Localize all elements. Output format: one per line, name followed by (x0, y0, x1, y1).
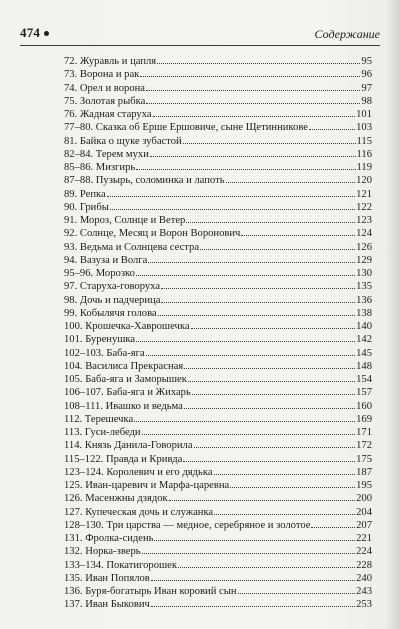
toc-entry-title: 131. Фролка-сидень (64, 533, 154, 544)
toc-entry-title: 77–80. Сказка об Ерше Ершовиче, сыне Щетинникове (64, 122, 308, 134)
section-title: Содержание (314, 27, 380, 41)
toc-entry-page: 169 (356, 413, 372, 425)
toc-entry-page: 101 (356, 109, 372, 120)
toc-dot-leader (146, 355, 355, 356)
toc-dot-leader (153, 116, 356, 117)
page-edge-shadow (386, 0, 400, 629)
toc-entry-title: 91. Мороз, Солнце и Ветер (64, 215, 186, 226)
toc-entry-page: 103 (356, 122, 372, 134)
toc-entry (64, 241, 372, 254)
toc-entry-title: 85–86. Мизгирь (64, 162, 136, 173)
toc-entry (64, 121, 372, 134)
toc-entry-page: 195 (356, 480, 372, 491)
page-number: 474 (20, 25, 41, 40)
page-number-wrap (20, 24, 49, 42)
toc-dot-leader (136, 275, 355, 276)
toc-entry-title: 115–122. Правда и Кривда (64, 453, 183, 465)
toc-entry-title: 92. Солнце, Месяц и Ворон Воронович (64, 228, 241, 240)
toc-dot-leader (150, 156, 356, 157)
toc-dot-leader (154, 540, 355, 541)
toc-entry-title: 76. Жадная старуха (64, 109, 152, 120)
toc-dot-leader (151, 580, 355, 581)
toc-entry (64, 572, 372, 585)
toc-dot-leader (148, 262, 355, 263)
toc-entry (64, 267, 372, 280)
toc-dot-leader (192, 394, 355, 395)
toc-entry-page: 119 (356, 162, 372, 173)
toc-entry-title: 72. Журавль и цапля (64, 56, 157, 67)
toc-entry-title: 87–88. Пузырь, соломинка и лапоть (64, 175, 225, 187)
toc-entry (64, 135, 372, 148)
toc-dot-leader (158, 315, 355, 316)
toc-entry (64, 174, 372, 187)
toc-dot-leader (184, 408, 355, 409)
toc-entry (64, 347, 372, 360)
toc-dot-leader (151, 606, 355, 607)
toc-entry (64, 95, 372, 108)
toc-dot-leader (161, 302, 355, 303)
toc-entry (64, 598, 372, 611)
toc-entry-page: 121 (356, 188, 372, 200)
toc-entry-title: 108–111. Ивашко и ведьма (64, 400, 183, 412)
toc-entry (64, 426, 372, 439)
toc-entry-page: 228 (356, 559, 372, 571)
toc-entry-title: 128–130. Три царства — медное, серебряное и золотое (64, 519, 311, 531)
toc-dot-leader (136, 341, 355, 342)
toc-entry-title: 98. Дочь и падчерица (64, 294, 161, 306)
toc-entry-page: 120 (356, 175, 372, 187)
toc-entry-page: 95 (361, 56, 372, 67)
toc-entry-page: 145 (356, 347, 372, 359)
toc-entry-title: 127. Купеческая дочь и служанка (64, 506, 214, 518)
toc-entry-page: 200 (356, 493, 372, 505)
toc-entry-title: 132. Норка-зверь (64, 546, 141, 558)
toc-dot-leader (142, 553, 356, 554)
toc-dot-leader (309, 129, 355, 130)
toc-entry-page: 160 (356, 400, 372, 412)
page-header (20, 20, 380, 46)
toc-dot-leader (311, 527, 355, 528)
toc-entry-title: 123–124. Королевич и его дядька (64, 466, 213, 478)
toc-entry (64, 439, 372, 452)
toc-entry-title: 73. Ворона и рак (64, 69, 140, 81)
toc-entry-title: 113. Гуси-лебеди (64, 427, 141, 438)
toc-entry (64, 148, 372, 161)
toc-entry-title: 133–134. Покатигорошек (64, 559, 178, 571)
toc-entry (64, 532, 372, 545)
toc-entry-title: 95–96. Морозко (64, 268, 135, 279)
toc-entry-page: 126 (356, 241, 372, 253)
toc-dot-leader (107, 196, 355, 197)
toc-dot-leader (183, 461, 355, 462)
toc-entry (64, 492, 372, 505)
toc-entry (64, 400, 372, 413)
toc-dot-leader (140, 76, 360, 77)
toc-entry (64, 254, 372, 267)
toc-dot-leader (134, 421, 355, 422)
toc-entry-page: 148 (356, 360, 372, 372)
toc-entry-page: 207 (356, 519, 372, 531)
toc-entry (64, 559, 372, 572)
toc-entry (64, 188, 372, 201)
toc-entry (64, 506, 372, 519)
toc-entry-title: 137. Иван Быкович (64, 599, 150, 611)
toc-entry (64, 108, 372, 121)
toc-entry-page: 130 (356, 268, 372, 279)
toc-entry (64, 82, 372, 95)
toc-entry-page: 138 (356, 307, 372, 319)
toc-entry-title: 126. Масенжны дзядок (64, 493, 168, 505)
toc-dot-leader (214, 474, 356, 475)
toc-dot-leader (142, 434, 356, 435)
toc-dot-leader (169, 500, 355, 501)
toc-entry-title: 97. Старуха-говоруха (64, 281, 161, 293)
toc-entry-page: 98 (361, 95, 372, 107)
toc-entry-page: 221 (356, 533, 372, 544)
toc-entry-title: 81. Байка о щуке зубастой (64, 135, 182, 147)
toc-entry-page: 124 (356, 228, 372, 240)
toc-entry-title: 106–107. Баба-яга и Жихарь (64, 387, 191, 399)
toc-entry (64, 373, 372, 386)
toc-entry (64, 280, 372, 293)
toc-entry-page: 157 (356, 387, 372, 399)
toc-entry-page: 172 (356, 440, 372, 452)
toc-entry-page: 116 (356, 148, 372, 160)
toc-entry-page: 171 (356, 427, 372, 438)
toc-entry-title: 90. Грибы (64, 201, 109, 213)
toc-entry-page: 175 (356, 453, 372, 465)
toc-dot-leader (136, 169, 355, 170)
toc-entry-title: 112. Терешечка (64, 413, 134, 425)
toc-dot-leader (161, 288, 355, 289)
toc-dot-leader (241, 235, 355, 236)
toc-dot-leader (146, 103, 360, 104)
toc-entry (64, 585, 372, 598)
toc-entry-page: 129 (356, 254, 372, 266)
toc-entry-title: 101. Буренушка (64, 334, 136, 346)
toc-entry-title: 75. Золотая рыбка (64, 95, 146, 107)
toc-dot-leader (226, 182, 356, 183)
toc-entry-title: 105. Баба-яга и Заморышек (64, 374, 187, 385)
toc-entry-title: 136. Буря-богатырь Иван коровий сын (64, 586, 237, 597)
toc-entry-page: 253 (356, 599, 372, 611)
toc-entry (64, 214, 372, 227)
toc-dot-leader (230, 487, 355, 488)
toc-entry-page: 243 (356, 586, 372, 597)
bullet-icon (44, 31, 49, 36)
toc-entry-title: 93. Ведьма и Солнцева сестра (64, 241, 200, 253)
toc-dot-leader (146, 90, 360, 91)
toc-entry (64, 320, 372, 333)
toc-dot-leader (191, 328, 356, 329)
toc-entry (64, 386, 372, 399)
toc-entry (64, 545, 372, 558)
toc-entry-title: 102–103. Баба-яга (64, 347, 145, 359)
toc-dot-leader (188, 381, 355, 382)
toc-entry (64, 227, 372, 240)
toc-entry-page: 96 (361, 69, 372, 81)
toc-entry (64, 333, 372, 346)
toc-entry-page: 154 (356, 374, 372, 385)
table-of-contents (64, 55, 372, 612)
toc-dot-leader (200, 249, 355, 250)
toc-entry-title: 100. Крошечка-Хаврошечка (64, 321, 190, 332)
toc-entry (64, 55, 372, 68)
toc-entry-title: 114. Князь Данила-Говорила (64, 440, 193, 452)
toc-dot-leader (157, 63, 360, 64)
toc-entry-title: 74. Орел и ворона (64, 82, 145, 94)
toc-entry-title: 89. Репка (64, 188, 106, 200)
toc-entry-title: 135. Иван Попялов (64, 572, 150, 584)
toc-entry (64, 466, 372, 479)
toc-entry-page: 140 (356, 321, 372, 332)
toc-entry-title: 125. Иван-царевич и Марфа-царевна (64, 480, 230, 491)
toc-entry-page: 97 (361, 82, 372, 94)
toc-dot-leader (110, 209, 355, 210)
toc-dot-leader (214, 514, 355, 515)
toc-entry (64, 201, 372, 214)
toc-entry-title: 82–84. Терем мухи (64, 148, 149, 160)
toc-entry (64, 360, 372, 373)
toc-dot-leader (183, 143, 356, 144)
toc-entry (64, 68, 372, 81)
toc-entry-title: 104. Василиса Прекрасная (64, 360, 184, 372)
toc-entry-page: 115 (356, 135, 372, 147)
toc-entry (64, 294, 372, 307)
toc-entry (64, 519, 372, 532)
toc-entry-page: 123 (356, 215, 372, 226)
toc-entry (64, 413, 372, 426)
toc-entry (64, 453, 372, 466)
toc-entry-page: 187 (356, 466, 372, 478)
toc-entry-page: 122 (356, 201, 372, 213)
toc-entry-title: 99. Кобылячя голова (64, 307, 157, 319)
toc-entry-page: 224 (356, 546, 372, 558)
toc-entry-page: 142 (356, 334, 372, 346)
toc-entry-title: 94. Вазуза и Волга (64, 254, 148, 266)
toc-entry (64, 479, 372, 492)
toc-entry-page: 240 (356, 572, 372, 584)
toc-entry-page: 136 (356, 294, 372, 306)
toc-entry (64, 307, 372, 320)
toc-dot-leader (238, 593, 356, 594)
toc-entry (64, 161, 372, 174)
toc-entry-page: 135 (356, 281, 372, 293)
toc-dot-leader (184, 368, 355, 369)
toc-entry-page: 204 (356, 506, 372, 518)
toc-dot-leader (194, 447, 356, 448)
toc-dot-leader (186, 222, 355, 223)
toc-dot-leader (178, 567, 355, 568)
